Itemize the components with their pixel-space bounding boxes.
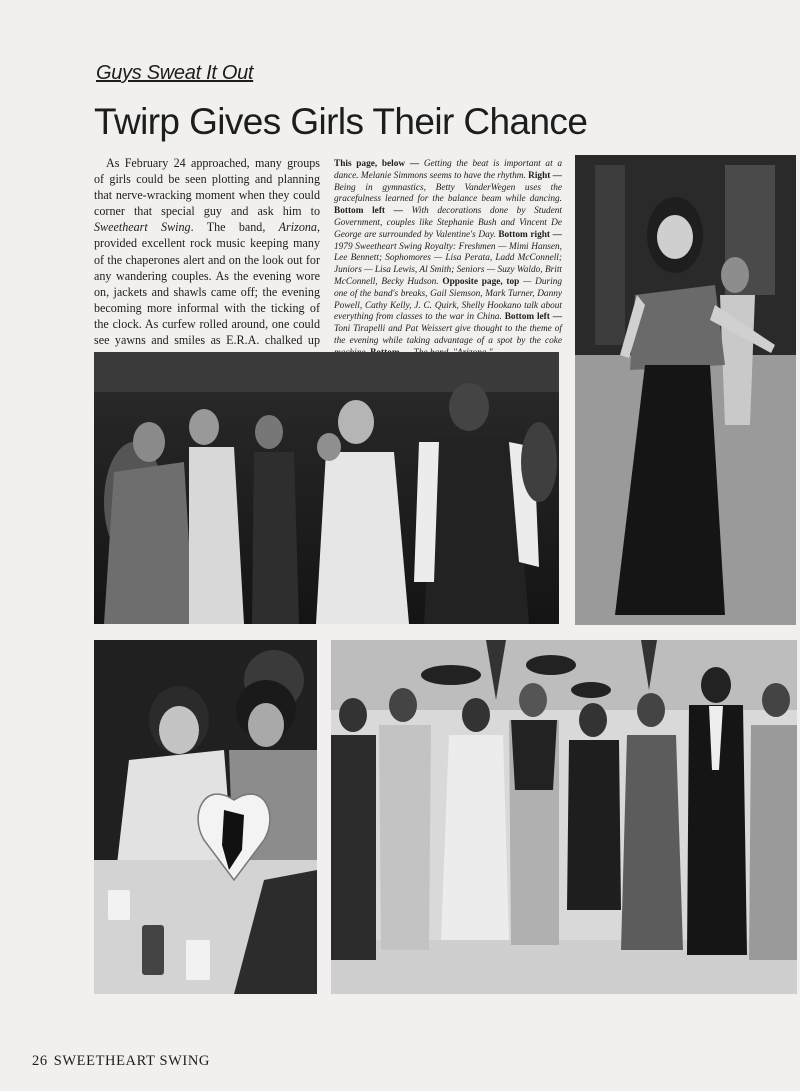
caption-head-3: Bottom left — xyxy=(334,206,403,217)
photo-couple-heart xyxy=(94,640,317,994)
caption-head-6: Bottom left — xyxy=(504,312,562,323)
caption-head-4: Bottom right — xyxy=(498,229,562,240)
band-name: Arizona xyxy=(278,220,317,235)
photo-dance-floor xyxy=(94,352,559,624)
section-kicker: Guys Sweat It Out xyxy=(96,62,254,84)
article-body xyxy=(94,155,320,364)
body-part-2: . The band, xyxy=(190,220,279,235)
caption-text-3: With decorations done by Student Government, couples like Stephanie Bush and Vincent De George are surrounded by Valentine's Day. xyxy=(334,206,563,240)
caption-head-1: This page, below — xyxy=(334,159,420,169)
dance-name: Sweetheart Swing xyxy=(94,220,191,235)
section-name: SWEETHEART SWING xyxy=(53,1053,210,1069)
page-headline: Twirp Gives Girls Their Chance xyxy=(94,101,588,142)
caption-text-5: — During one of the band's breaks, Gail Siemson, Mark Turner, Danny Powell, Cathy Kelly, J. C. Quirk, Shelly Hookano talk about everything from classes to the war in China. xyxy=(334,276,562,323)
caption-head-5: Opposite page, top xyxy=(442,276,520,287)
caption-text-2: Being in gymnastics, Betty VanderWegen uses the gracefulness learned for the balance beam while dancing. xyxy=(334,182,562,205)
caption-text-4: 1979 Sweetheart Swing Royalty: Freshmen — Mimi Hansen, Lee Bennett; Sophomores — Lisa Perata, Ladd McConnell; Juniors — Lisa Lewis, Al Smith; Seniors — Suzy Waldo, Britt McConnell, Becky Hudson. xyxy=(334,241,562,287)
caption-text-6: Toni Tirapelli and Pat Weissert give thought to the theme of the evening while taking advantage of a spot by the coke xyxy=(334,324,562,346)
caption-head-2: Right — xyxy=(528,170,562,181)
photo-dancer xyxy=(575,155,796,625)
photo-captions xyxy=(334,159,562,360)
body-part-1: As February 24 approached, many groups of girls could be seen plotting and planning that nerve-wracking moment when they could corner that special guy and ask him to xyxy=(94,156,320,219)
photo-royalty-court xyxy=(331,640,797,994)
caption-text-1: Getting the beat is important at a dance. Melanie Simmons seems to have the rhythm. xyxy=(334,159,562,181)
page-footer xyxy=(32,1053,210,1070)
page-number: 26 xyxy=(32,1053,48,1069)
body-part-3: , provided excellent rock music keeping many of the chaperones alert and on the look out for any wandering couples. As the evening wore on, jackets and shawls came off; the evening becoming more informal with the ticking of the clock. As curfew rolled around, one could see yawns and smiles as E.R.A. chalked up xyxy=(94,220,320,348)
